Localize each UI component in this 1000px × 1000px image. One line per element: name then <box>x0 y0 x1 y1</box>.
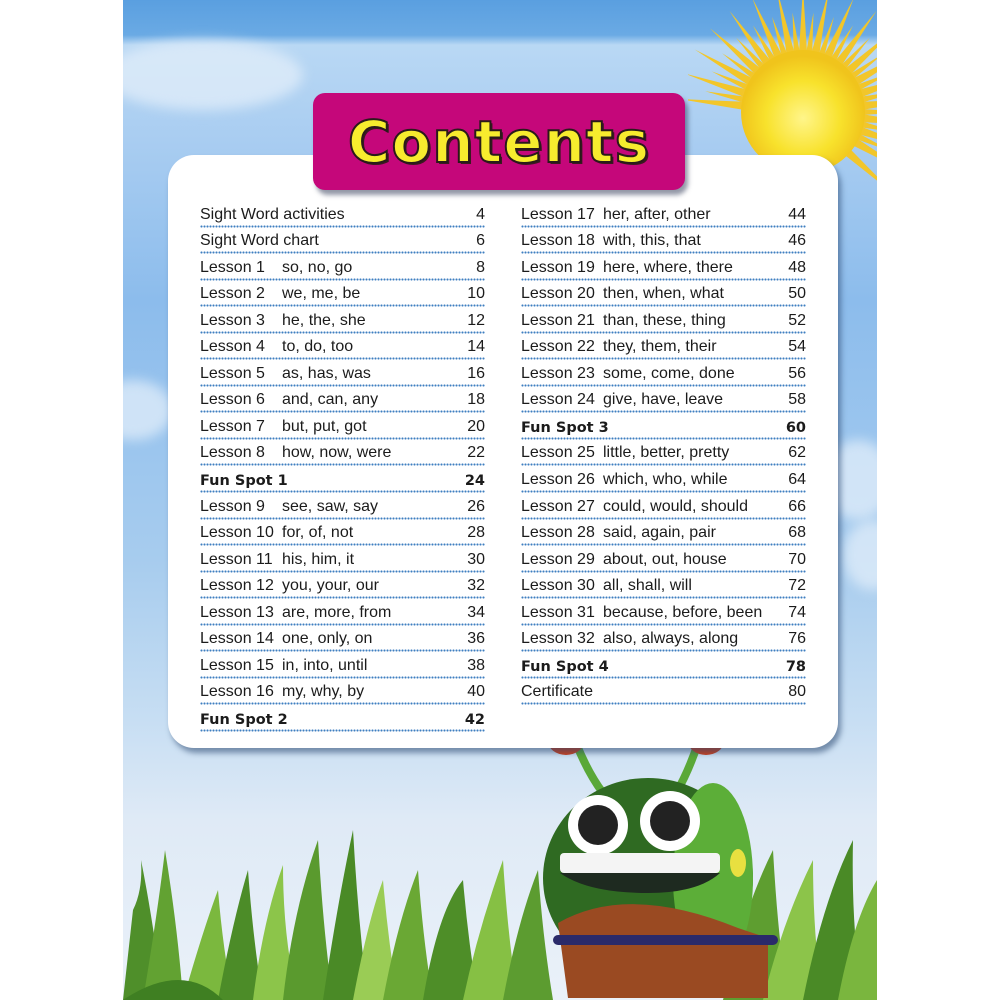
toc-left-column <box>200 201 485 732</box>
toc-entry[interactable]: Lesson 5 as, has, was 16 <box>200 360 485 387</box>
cloud <box>123 380 173 440</box>
toc-right-column <box>521 201 806 705</box>
cloud <box>123 40 303 110</box>
toc-entry[interactable]: Lesson 2 we, me, be 10 <box>200 281 485 308</box>
toc-entry[interactable]: Lesson 12 you, your, our 32 <box>200 573 485 600</box>
toc-entry[interactable]: Lesson 22 they, them, their 54 <box>521 334 806 361</box>
contents-title-banner <box>313 93 685 190</box>
toc-entry[interactable]: Certificate 80 <box>521 679 806 706</box>
toc-entry[interactable]: Lesson 21 than, these, thing 52 <box>521 307 806 334</box>
toc-entry[interactable]: Lesson 19 here, where, there 48 <box>521 254 806 281</box>
toc-entry[interactable]: Lesson 18 with, this, that 46 <box>521 228 806 255</box>
toc-entry-fun-spot[interactable]: Fun Spot 1 24 <box>200 466 485 493</box>
toc-entry[interactable]: Lesson 32 also, always, along 76 <box>521 626 806 653</box>
toc-entry[interactable]: Lesson 9 see, saw, say 26 <box>200 493 485 520</box>
toc-entry[interactable]: Lesson 29 about, out, house 70 <box>521 546 806 573</box>
toc-entry[interactable]: Lesson 23 some, come, done 56 <box>521 360 806 387</box>
toc-entry[interactable]: Lesson 31 because, before, been 74 <box>521 599 806 626</box>
toc-entry[interactable]: Lesson 10 for, of, not 28 <box>200 520 485 547</box>
toc-entry[interactable]: Lesson 24 give, have, leave 58 <box>521 387 806 414</box>
toc-entry[interactable]: Lesson 8 how, now, were 22 <box>200 440 485 467</box>
toc-entry[interactable]: Lesson 11 his, him, it 30 <box>200 546 485 573</box>
toc-entry[interactable]: Lesson 28 said, again, pair 68 <box>521 520 806 547</box>
toc-entry-fun-spot[interactable]: Fun Spot 4 78 <box>521 652 806 679</box>
toc-entry[interactable]: Lesson 1 so, no, go 8 <box>200 254 485 281</box>
toc-entry[interactable]: Lesson 26 which, who, while 64 <box>521 466 806 493</box>
cloud <box>843 520 877 590</box>
toc-entry[interactable]: Lesson 16 my, why, by 40 <box>200 679 485 706</box>
toc-entry[interactable]: Lesson 25 little, better, pretty 62 <box>521 440 806 467</box>
toc-entry[interactable]: Sight Word chart 6 <box>200 228 485 255</box>
toc-entry[interactable]: Lesson 13 are, more, from 34 <box>200 599 485 626</box>
toc-entry[interactable]: Sight Word activities 4 <box>200 201 485 228</box>
toc-entry[interactable]: Lesson 20 then, when, what 50 <box>521 281 806 308</box>
toc-entry[interactable]: Lesson 17 her, after, other 44 <box>521 201 806 228</box>
toc-entry-fun-spot[interactable]: Fun Spot 2 42 <box>200 705 485 732</box>
toc-entry[interactable]: Lesson 4 to, do, too 14 <box>200 334 485 361</box>
toc-entry[interactable]: Lesson 30 all, shall, will 72 <box>521 573 806 600</box>
toc-entry[interactable]: Lesson 27 could, would, should 66 <box>521 493 806 520</box>
toc-entry[interactable]: Lesson 7 but, put, got 20 <box>200 413 485 440</box>
toc-entry[interactable]: Lesson 6 and, can, any 18 <box>200 387 485 414</box>
page-title: Contents <box>347 107 651 176</box>
toc-entry[interactable]: Lesson 14 one, only, on 36 <box>200 626 485 653</box>
toc-entry[interactable]: Lesson 3 he, the, she 12 <box>200 307 485 334</box>
bug-mascot-illustration <box>498 713 798 1000</box>
toc-entry[interactable]: Lesson 15 in, into, until 38 <box>200 652 485 679</box>
toc-entry-fun-spot[interactable]: Fun Spot 3 60 <box>521 413 806 440</box>
